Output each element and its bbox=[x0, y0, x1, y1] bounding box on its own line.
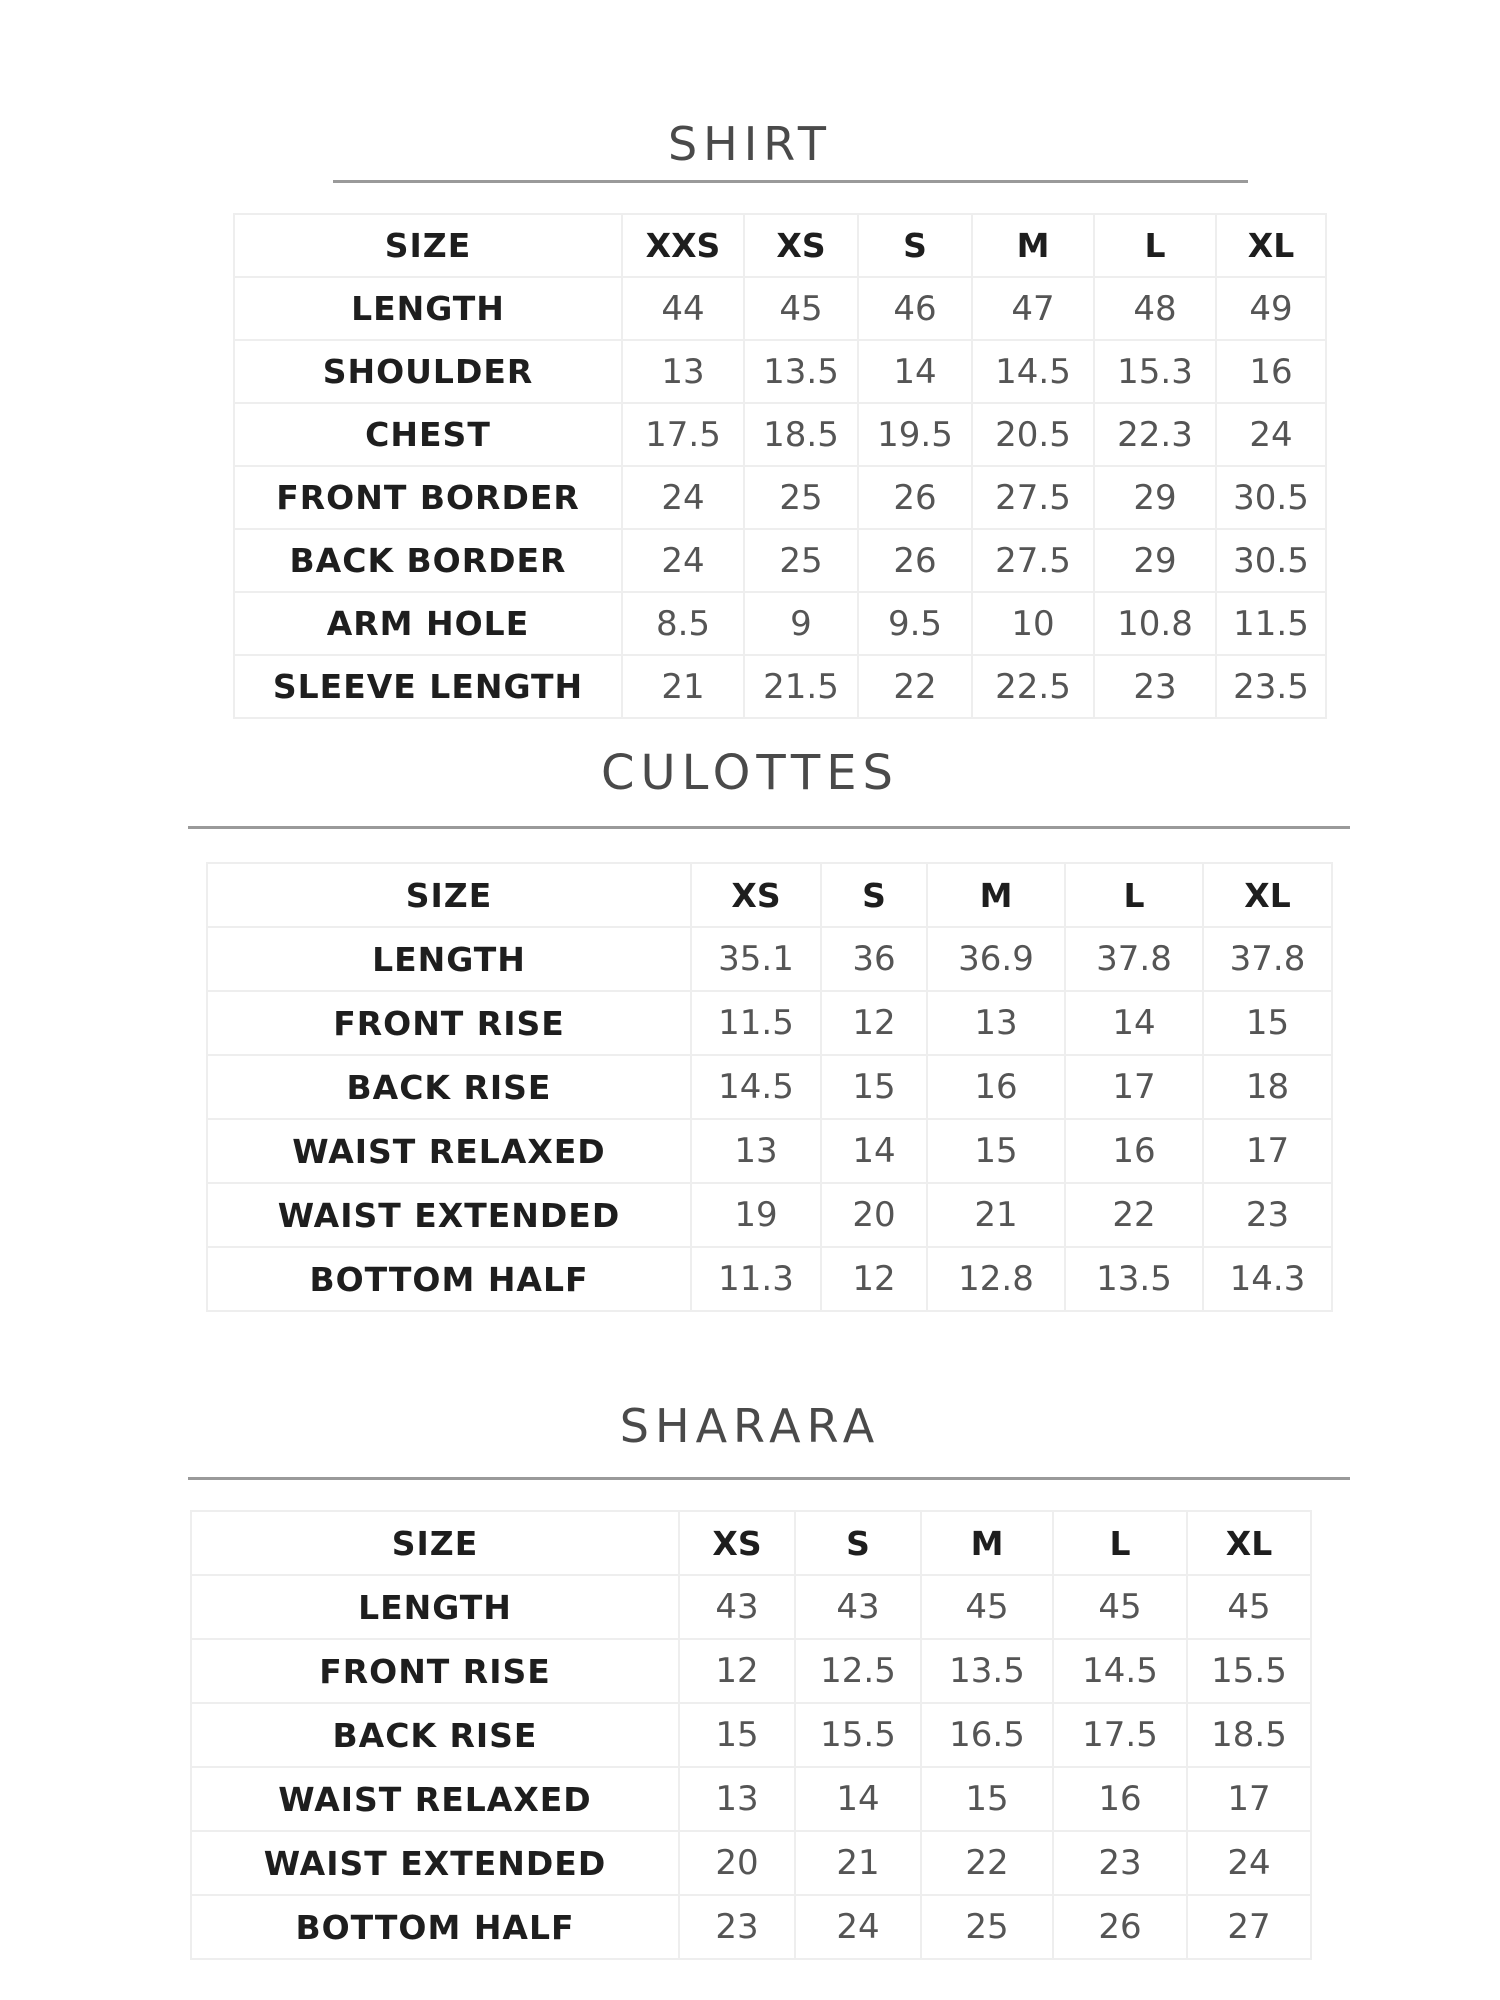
measurement-value: 49 bbox=[1216, 277, 1326, 340]
measurement-value: 14.5 bbox=[691, 1055, 821, 1119]
measurement-label: WAIST EXTENDED bbox=[191, 1831, 679, 1895]
measurement-value: 10 bbox=[972, 592, 1094, 655]
table-row bbox=[207, 1119, 1332, 1183]
sharara-section-title: SHARARA bbox=[619, 1399, 881, 1453]
measurement-label: FRONT RISE bbox=[191, 1639, 679, 1703]
measurement-value: 36 bbox=[821, 927, 927, 991]
measurement-value: 15 bbox=[1203, 991, 1332, 1055]
table-row bbox=[207, 1183, 1332, 1247]
table-row bbox=[207, 991, 1332, 1055]
measurement-value: 14 bbox=[821, 1119, 927, 1183]
measurement-value: 13.5 bbox=[1065, 1247, 1203, 1311]
measurement-value: 48 bbox=[1094, 277, 1216, 340]
measurement-value: 21 bbox=[622, 655, 744, 718]
measurement-label: WAIST RELAXED bbox=[191, 1767, 679, 1831]
size-column-header: L bbox=[1094, 214, 1216, 277]
measurement-value: 14.5 bbox=[1053, 1639, 1187, 1703]
table-row bbox=[207, 927, 1332, 991]
size-column-header: XS bbox=[691, 863, 821, 927]
measurement-value: 14 bbox=[858, 340, 972, 403]
measurement-value: 27.5 bbox=[972, 466, 1094, 529]
measurement-value: 17 bbox=[1065, 1055, 1203, 1119]
measurement-value: 43 bbox=[679, 1575, 795, 1639]
size-column-header: L bbox=[1053, 1511, 1187, 1575]
measurement-label: BOTTOM HALF bbox=[191, 1895, 679, 1959]
measurement-value: 27 bbox=[1187, 1895, 1311, 1959]
measurement-label: LENGTH bbox=[234, 277, 622, 340]
measurement-value: 25 bbox=[744, 529, 858, 592]
size-column-header: M bbox=[927, 863, 1065, 927]
measurement-value: 10.8 bbox=[1094, 592, 1216, 655]
culottes-title-divider bbox=[188, 826, 1350, 829]
measurement-label: WAIST RELAXED bbox=[207, 1119, 691, 1183]
table-row bbox=[191, 1703, 1311, 1767]
measurement-value: 23 bbox=[679, 1895, 795, 1959]
measurement-value: 25 bbox=[744, 466, 858, 529]
measurement-value: 17.5 bbox=[622, 403, 744, 466]
measurement-value: 45 bbox=[921, 1575, 1053, 1639]
measurement-value: 16 bbox=[1216, 340, 1326, 403]
measurement-value: 16 bbox=[927, 1055, 1065, 1119]
measurement-label: ARM HOLE bbox=[234, 592, 622, 655]
measurement-value: 15 bbox=[921, 1767, 1053, 1831]
measurement-value: 15 bbox=[821, 1055, 927, 1119]
measurement-value: 19.5 bbox=[858, 403, 972, 466]
sharara-size-table bbox=[190, 1510, 1312, 1960]
measurement-value: 37.8 bbox=[1065, 927, 1203, 991]
measurement-value: 45 bbox=[1187, 1575, 1311, 1639]
measurement-value: 44 bbox=[622, 277, 744, 340]
measurement-value: 13.5 bbox=[744, 340, 858, 403]
measurement-value: 24 bbox=[795, 1895, 921, 1959]
shirt-section-title: SHIRT bbox=[667, 117, 833, 171]
size-column-header: M bbox=[972, 214, 1094, 277]
table-row bbox=[234, 466, 1326, 529]
measurement-value: 14.3 bbox=[1203, 1247, 1332, 1311]
size-header-cell: SIZE bbox=[191, 1511, 679, 1575]
measurement-label: BACK BORDER bbox=[234, 529, 622, 592]
measurement-value: 20.5 bbox=[972, 403, 1094, 466]
table-header-row bbox=[234, 214, 1326, 277]
measurement-value: 30.5 bbox=[1216, 529, 1326, 592]
measurement-value: 22 bbox=[858, 655, 972, 718]
measurement-value: 23.5 bbox=[1216, 655, 1326, 718]
measurement-value: 24 bbox=[1187, 1831, 1311, 1895]
measurement-value: 14 bbox=[1065, 991, 1203, 1055]
measurement-value: 15 bbox=[679, 1703, 795, 1767]
measurement-value: 12.5 bbox=[795, 1639, 921, 1703]
measurement-value: 22.5 bbox=[972, 655, 1094, 718]
measurement-value: 14 bbox=[795, 1767, 921, 1831]
measurement-label: SLEEVE LENGTH bbox=[234, 655, 622, 718]
measurement-label: FRONT RISE bbox=[207, 991, 691, 1055]
table-row bbox=[207, 1247, 1332, 1311]
table-row bbox=[234, 277, 1326, 340]
measurement-label: BACK RISE bbox=[207, 1055, 691, 1119]
measurement-value: 47 bbox=[972, 277, 1094, 340]
table-row bbox=[191, 1767, 1311, 1831]
measurement-value: 29 bbox=[1094, 466, 1216, 529]
measurement-value: 16.5 bbox=[921, 1703, 1053, 1767]
table-row bbox=[234, 655, 1326, 718]
measurement-value: 24 bbox=[622, 466, 744, 529]
measurement-value: 22.3 bbox=[1094, 403, 1216, 466]
measurement-value: 15.3 bbox=[1094, 340, 1216, 403]
measurement-value: 24 bbox=[1216, 403, 1326, 466]
measurement-value: 17.5 bbox=[1053, 1703, 1187, 1767]
measurement-value: 12 bbox=[821, 991, 927, 1055]
measurement-label: LENGTH bbox=[207, 927, 691, 991]
measurement-label: LENGTH bbox=[191, 1575, 679, 1639]
measurement-value: 15.5 bbox=[795, 1703, 921, 1767]
measurement-value: 20 bbox=[679, 1831, 795, 1895]
size-column-header: S bbox=[821, 863, 927, 927]
measurement-value: 23 bbox=[1203, 1183, 1332, 1247]
size-column-header: S bbox=[795, 1511, 921, 1575]
table-row bbox=[191, 1831, 1311, 1895]
measurement-value: 13 bbox=[691, 1119, 821, 1183]
size-header-cell: SIZE bbox=[207, 863, 691, 927]
table-row bbox=[191, 1895, 1311, 1959]
measurement-value: 12.8 bbox=[927, 1247, 1065, 1311]
table-row bbox=[234, 529, 1326, 592]
measurement-value: 9.5 bbox=[858, 592, 972, 655]
measurement-value: 45 bbox=[1053, 1575, 1187, 1639]
table-row bbox=[191, 1575, 1311, 1639]
measurement-value: 29 bbox=[1094, 529, 1216, 592]
measurement-value: 8.5 bbox=[622, 592, 744, 655]
measurement-value: 43 bbox=[795, 1575, 921, 1639]
size-column-header: L bbox=[1065, 863, 1203, 927]
measurement-value: 15 bbox=[927, 1119, 1065, 1183]
measurement-value: 46 bbox=[858, 277, 972, 340]
measurement-value: 37.8 bbox=[1203, 927, 1332, 991]
measurement-value: 16 bbox=[1065, 1119, 1203, 1183]
measurement-value: 17 bbox=[1203, 1119, 1332, 1183]
measurement-value: 25 bbox=[921, 1895, 1053, 1959]
table-row bbox=[207, 1055, 1332, 1119]
measurement-value: 36.9 bbox=[927, 927, 1065, 991]
measurement-value: 13.5 bbox=[921, 1639, 1053, 1703]
measurement-value: 12 bbox=[821, 1247, 927, 1311]
measurement-value: 24 bbox=[622, 529, 744, 592]
measurement-value: 26 bbox=[858, 466, 972, 529]
measurement-label: CHEST bbox=[234, 403, 622, 466]
measurement-value: 11.5 bbox=[691, 991, 821, 1055]
measurement-value: 18.5 bbox=[1187, 1703, 1311, 1767]
measurement-label: BACK RISE bbox=[191, 1703, 679, 1767]
size-column-header: XL bbox=[1187, 1511, 1311, 1575]
measurement-value: 16 bbox=[1053, 1767, 1187, 1831]
measurement-value: 30.5 bbox=[1216, 466, 1326, 529]
measurement-value: 17 bbox=[1187, 1767, 1311, 1831]
measurement-label: SHOULDER bbox=[234, 340, 622, 403]
measurement-value: 20 bbox=[821, 1183, 927, 1247]
measurement-value: 19 bbox=[691, 1183, 821, 1247]
shirt-size-table bbox=[233, 213, 1327, 719]
measurement-value: 11.5 bbox=[1216, 592, 1326, 655]
measurement-value: 45 bbox=[744, 277, 858, 340]
size-column-header: XL bbox=[1216, 214, 1326, 277]
culottes-section-title: CULOTTES bbox=[600, 745, 900, 801]
size-column-header: M bbox=[921, 1511, 1053, 1575]
measurement-value: 21.5 bbox=[744, 655, 858, 718]
measurement-value: 23 bbox=[1094, 655, 1216, 718]
size-column-header: S bbox=[858, 214, 972, 277]
table-row bbox=[234, 592, 1326, 655]
measurement-value: 27.5 bbox=[972, 529, 1094, 592]
table-row bbox=[191, 1639, 1311, 1703]
measurement-value: 12 bbox=[679, 1639, 795, 1703]
measurement-value: 35.1 bbox=[691, 927, 821, 991]
measurement-value: 23 bbox=[1053, 1831, 1187, 1895]
size-column-header: XXS bbox=[622, 214, 744, 277]
measurement-value: 13 bbox=[622, 340, 744, 403]
measurement-value: 15.5 bbox=[1187, 1639, 1311, 1703]
measurement-value: 11.3 bbox=[691, 1247, 821, 1311]
table-header-row bbox=[207, 863, 1332, 927]
measurement-value: 9 bbox=[744, 592, 858, 655]
sharara-title-divider bbox=[188, 1477, 1350, 1480]
measurement-label: FRONT BORDER bbox=[234, 466, 622, 529]
measurement-label: BOTTOM HALF bbox=[207, 1247, 691, 1311]
measurement-value: 13 bbox=[927, 991, 1065, 1055]
table-row bbox=[234, 340, 1326, 403]
size-column-header: XS bbox=[679, 1511, 795, 1575]
measurement-value: 21 bbox=[927, 1183, 1065, 1247]
culottes-size-table bbox=[206, 862, 1333, 1312]
shirt-title-divider bbox=[333, 180, 1248, 183]
measurement-value: 14.5 bbox=[972, 340, 1094, 403]
measurement-value: 26 bbox=[858, 529, 972, 592]
measurement-value: 18.5 bbox=[744, 403, 858, 466]
measurement-value: 18 bbox=[1203, 1055, 1332, 1119]
measurement-value: 26 bbox=[1053, 1895, 1187, 1959]
size-column-header: XS bbox=[744, 214, 858, 277]
measurement-value: 22 bbox=[1065, 1183, 1203, 1247]
size-column-header: XL bbox=[1203, 863, 1332, 927]
measurement-value: 22 bbox=[921, 1831, 1053, 1895]
measurement-value: 13 bbox=[679, 1767, 795, 1831]
table-row bbox=[234, 403, 1326, 466]
size-header-cell: SIZE bbox=[234, 214, 622, 277]
measurement-label: WAIST EXTENDED bbox=[207, 1183, 691, 1247]
table-header-row bbox=[191, 1511, 1311, 1575]
measurement-value: 21 bbox=[795, 1831, 921, 1895]
